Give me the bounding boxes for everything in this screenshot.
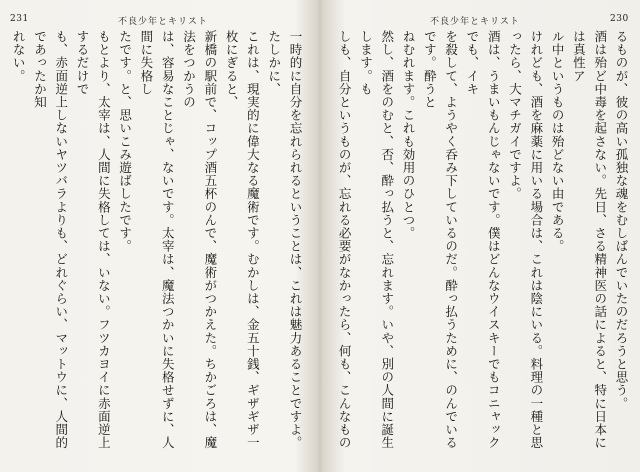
text-line: も、赤面逆上しないヤツバラよりも、どれぐらい、マットウに、人間的であったか知 [32, 30, 69, 450]
text-line: 然し、酒をのむと、否、酔っ払うと、忘れます。いや、別の人間に誕生します。も [358, 30, 395, 450]
left-page [0, 0, 318, 472]
right-page-body [332, 30, 632, 460]
text-line: れない。 [11, 30, 27, 83]
right-page [322, 0, 640, 472]
text-line: を殺して、ようやく呑み下しているのだ。酔っ払うために、のんでいるです。酔うと [422, 30, 459, 450]
text-line: は、容易なことじゃ、ないです。太宰は、魔法つかいに失格せずに、人間に失格し [138, 30, 176, 450]
right-running-head: 不良少年とキリスト [430, 17, 520, 27]
text-line: ねむれます。これも効用のひとつ。 [401, 30, 417, 240]
right-page-number: 230 [610, 14, 629, 24]
text-line: るものが、彼の高い孤独な魂をむしばんでいたのだろうと思う。 [614, 30, 629, 410]
text-line: 新橋の駅前で、コップ酒五杯のんで、魔術がつかえた。ちかごろは、魔法をつかうの [181, 30, 218, 450]
text-line: これは、現実的に偉大なる魔術です。むかしは、金五十銭、ギザギザ一枚にぎると、 [224, 30, 261, 450]
text-line: しも、自分というものが、忘れる必要がなかったら、何も、こんなもの [337, 30, 353, 450]
text-line: 酒は殆ど中毒を起さない。先日、さる精神医の話によると、特に日本には真性ア [571, 30, 608, 450]
left-running-head: 不良少年とキリスト [118, 17, 208, 27]
text-line: もとより、太宰は、人間に失格しては、いない。フツカヨイに赤面逆上するだけで [75, 30, 112, 450]
text-line: ル中というものは殆どない由である。 [550, 30, 566, 253]
text-line: けれども、酒を麻薬に用いる場合は、これは陰にいる。料理の一種と思ったら、大マチガイですよ。 [507, 30, 544, 450]
text-line: 酒は、うまいもんじゃないです。僕はどんなウイスキーでもコニャックでも、イキ [464, 30, 502, 450]
text-line: 一時的に自分を忘れられるということは、これは魅力あることですよ。たしかに、 [266, 30, 303, 450]
text-line: たです。と、思いこみ遊ばしたです。 [117, 30, 133, 253]
left-page-number: 231 [10, 14, 29, 24]
left-page-body [10, 30, 306, 460]
